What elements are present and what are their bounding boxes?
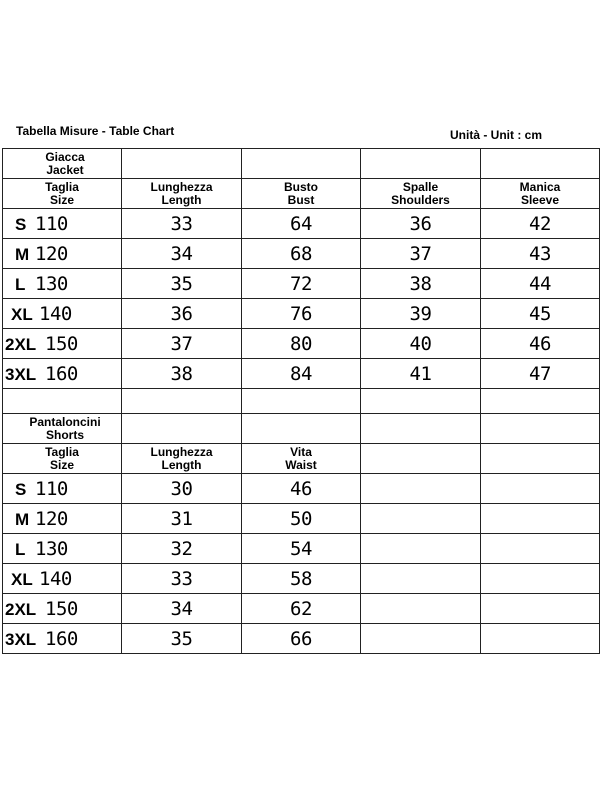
col-header-length: Lunghezza Length <box>122 179 242 209</box>
sleeve-cell: 44 <box>481 269 600 299</box>
col-header-waist: Vita Waist <box>242 444 361 474</box>
sleeve-cell: 47 <box>481 359 600 389</box>
waist-cell: 66 <box>242 624 361 654</box>
waist-cell: 50 <box>242 504 361 534</box>
length-cell: 37 <box>122 329 242 359</box>
chart-title: Tabella Misure - Table Chart <box>16 124 175 138</box>
col-header-sleeve: Manica Sleeve <box>481 179 600 209</box>
bust-cell: 72 <box>242 269 361 299</box>
length-cell: 34 <box>122 594 242 624</box>
shoulders-cell: 36 <box>361 209 481 239</box>
waist-cell: 58 <box>242 564 361 594</box>
length-cell: 36 <box>122 299 242 329</box>
size-cell: 3XL 160 <box>3 624 122 654</box>
bust-cell: 68 <box>242 239 361 269</box>
table-row <box>3 359 600 389</box>
bust-cell: 80 <box>242 329 361 359</box>
jacket-section-title: Giacca Jacket <box>3 149 122 179</box>
shoulders-cell: 41 <box>361 359 481 389</box>
size-cell: 2XL 150 <box>3 329 122 359</box>
length-cell: 31 <box>122 504 242 534</box>
waist-cell: 62 <box>242 594 361 624</box>
size-cell: 2XL 150 <box>3 594 122 624</box>
col-header-bust: Busto Bust <box>242 179 361 209</box>
length-cell: 34 <box>122 239 242 269</box>
sleeve-cell: 46 <box>481 329 600 359</box>
size-cell: XL 140 <box>3 299 122 329</box>
col-header-shoulders: Spalle Shoulders <box>361 179 481 209</box>
sleeve-cell: 43 <box>481 239 600 269</box>
col-header-size: Taglia Size <box>3 179 122 209</box>
size-cell: XL 140 <box>3 564 122 594</box>
length-cell: 35 <box>122 269 242 299</box>
bust-cell: 84 <box>242 359 361 389</box>
shorts-section-title: Pantaloncini Shorts <box>3 414 122 444</box>
size-cell: M 120 <box>3 504 122 534</box>
shoulders-cell: 40 <box>361 329 481 359</box>
table-row <box>3 269 600 299</box>
col-header-size: Taglia Size <box>3 444 122 474</box>
table-row <box>3 624 600 654</box>
table-row <box>3 564 600 594</box>
sleeve-cell: 42 <box>481 209 600 239</box>
shorts-section-row <box>3 414 600 444</box>
length-cell: 32 <box>122 534 242 564</box>
table-row <box>3 504 600 534</box>
shorts-header-row <box>3 444 600 474</box>
size-cell: L 130 <box>3 534 122 564</box>
table-row <box>3 594 600 624</box>
size-cell: 3XL 160 <box>3 359 122 389</box>
length-cell: 33 <box>122 209 242 239</box>
waist-cell: 46 <box>242 474 361 504</box>
table-row <box>3 534 600 564</box>
table-row <box>3 209 600 239</box>
jacket-section-row <box>3 149 600 179</box>
size-chart-table <box>2 148 600 654</box>
table-row <box>3 239 600 269</box>
bust-cell: 76 <box>242 299 361 329</box>
spacer-row <box>3 389 600 414</box>
table-row <box>3 299 600 329</box>
size-cell: S 110 <box>3 474 122 504</box>
size-cell: M 120 <box>3 239 122 269</box>
length-cell: 35 <box>122 624 242 654</box>
waist-cell: 54 <box>242 534 361 564</box>
sleeve-cell: 45 <box>481 299 600 329</box>
shoulders-cell: 39 <box>361 299 481 329</box>
shoulders-cell: 37 <box>361 239 481 269</box>
length-cell: 38 <box>122 359 242 389</box>
size-cell: S 110 <box>3 209 122 239</box>
size-cell: L 130 <box>3 269 122 299</box>
table-row <box>3 329 600 359</box>
bust-cell: 64 <box>242 209 361 239</box>
table-row <box>3 474 600 504</box>
length-cell: 30 <box>122 474 242 504</box>
jacket-header-row <box>3 179 600 209</box>
length-cell: 33 <box>122 564 242 594</box>
col-header-length: Lunghezza Length <box>122 444 242 474</box>
unit-label: Unità - Unit : cm <box>450 128 542 142</box>
shoulders-cell: 38 <box>361 269 481 299</box>
